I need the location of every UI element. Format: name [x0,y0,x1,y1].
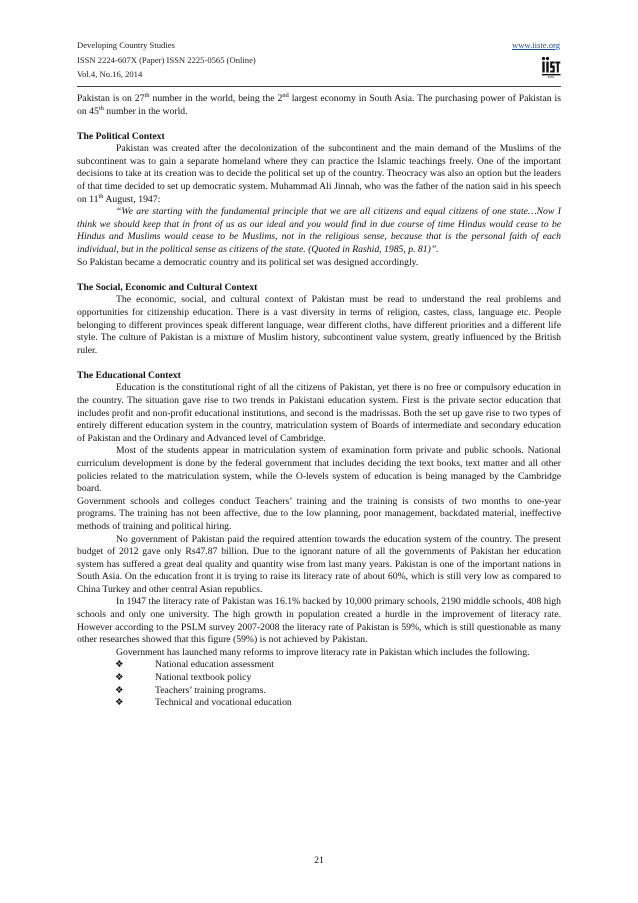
educational-paragraph-5: In 1947 the literacy rate of Pakistan was 16.1% backed by 10,000 primary schools, 2190 middle schools, 408 high schools and only one university. The high growth in population created a hurdle in the improvement of literacy rate. However according to the PSLM survey 2007-2008 the literacy rate of Pakistan is 59%, which is still questionable as many other researches showed that this figure (59%) is not achieved by Pakistan. [77,596,561,646]
diamond-bullet-icon: ❖ [115,672,124,684]
journal-url-link[interactable]: www.iiste.org [512,40,560,50]
jinnah-quote: “We are starting with the fundamental principle that we are all citizens and equal citizens of one state…Now I think we should keep that in front of us as our ideal and you would find in due course of time Hindus would cease to be Hindus and Muslims would cease to be Muslims, not in the religious sense, because that is the personal faith of each individual, but in the political sense as citizens of the state. (Quoted in Rashid, 1985, p. 81)”. [77,206,561,256]
reforms-list [77,659,561,709]
list-item: ❖ National textbook policy [115,672,252,684]
political-paragraph-2: So Pakistan became a democratic country and its political set was designed accordingly. [77,256,419,268]
social-paragraph-1: The economic, social, and cultural context of Pakistan must be read to understand the real problems and opportunities for citizenship education. There is a vast diversity in terms of religion, castes, class, language etc. People belonging to different provinces speak different language, wear different cloths, have different priorities and a different life style. The culture of Pakistan is a mixture of Muslim history, subcontinent value system, greatly influenced by the British ruler. [77,294,561,356]
volume-line: Vol.4, No.16, 2014 [77,69,143,79]
logo-text: IISTE [547,75,555,78]
iiste-logo [541,56,561,78]
diamond-bullet-icon: ❖ [115,659,124,671]
intro-paragraph: Pakistan is on 27th number in the world, being the 2nd largest economy in South Asia. The purchasing power of Pakistan is on 45th number in the world. [77,91,561,117]
list-item: ❖ National education assessment [115,659,274,671]
section-heading-political: The Political Context [77,130,165,142]
political-paragraph-1: Pakistan was created after the decolonization of the subcontinent and the main demand of the Muslims of the subcontinent was to gain a separate homeland where they can practice the Islamic teachings freely. One of the important decisions to take at its creation was to decide the political set up of the country. Theocracy was also an option but the leaders of that time decided to set up democratic system. Muhammad Ali Jinnah, who was the father of the nation said in his speech on 11th August, 1947: [77,143,561,205]
educational-paragraph-3: Government schools and colleges conduct Teachers’ training and the training is consists of two months to one-year programs. The training has not been affective, due to the low planning, poor management, backdated material, ineffective methods of training and political hiring. [77,495,561,532]
section-heading-social: The Social, Economic and Cultural Context [77,281,258,293]
list-item: ❖ Teachers’ training programs. [115,684,266,696]
running-header [77,38,457,82]
journal-name: Developing Country Studies [77,40,175,50]
list-item: ❖ Technical and vocational education [115,697,292,709]
educational-paragraph-4: No government of Pakistan paid the required attention towards the education system of the country. The present budget of 2012 gave only Rs47.87 billion. Due to the ignorant nature of all the governments of Pakistan her education system has suffered a great deal quality and quantity wise from last many years. Pakistan is one of the important nations in South Asia. On the education front it is trying to raise its literacy rate of about 60%, which is still very low as compared to China Turkey and other central Asian republics. [77,533,561,595]
diamond-bullet-icon: ❖ [115,697,124,709]
issn-line: ISSN 2224-607X (Paper) ISSN 2225-0565 (Online) [77,54,256,65]
section-heading-educational: The Educational Context [77,369,181,381]
educational-paragraph-6: Government has launched many reforms to improve literacy rate in Pakistan which includes the following. [116,646,530,658]
educational-paragraph-2: Most of the students appear in matriculation system of examination form private and public schools. National curriculum development is done by the federal government that includes deciding the text books, text matter and all other policies related to the matriculation system, while the O-levels system of education is being managed by the Cambridge board. [77,445,561,495]
diamond-bullet-icon: ❖ [115,684,124,696]
educational-paragraph-1: Education is the constitutional right of all the citizens of Pakistan, yet there is no free or compulsory education in the country. The situation gave rise to two trends in Pakistani education system. First is the private sector education that includes profit and non-profit educational institutions, and second is the madrissas. Both the set up gave rise to two types of entirely different education system in the country, matriculation system of Boards of intermediate and secondary education of Pakistan and the Ordinary and Advanced level of Cambridge. [77,382,561,444]
page-number: 21 [314,855,324,866]
header-rule [77,86,561,87]
article-body [77,93,561,710]
